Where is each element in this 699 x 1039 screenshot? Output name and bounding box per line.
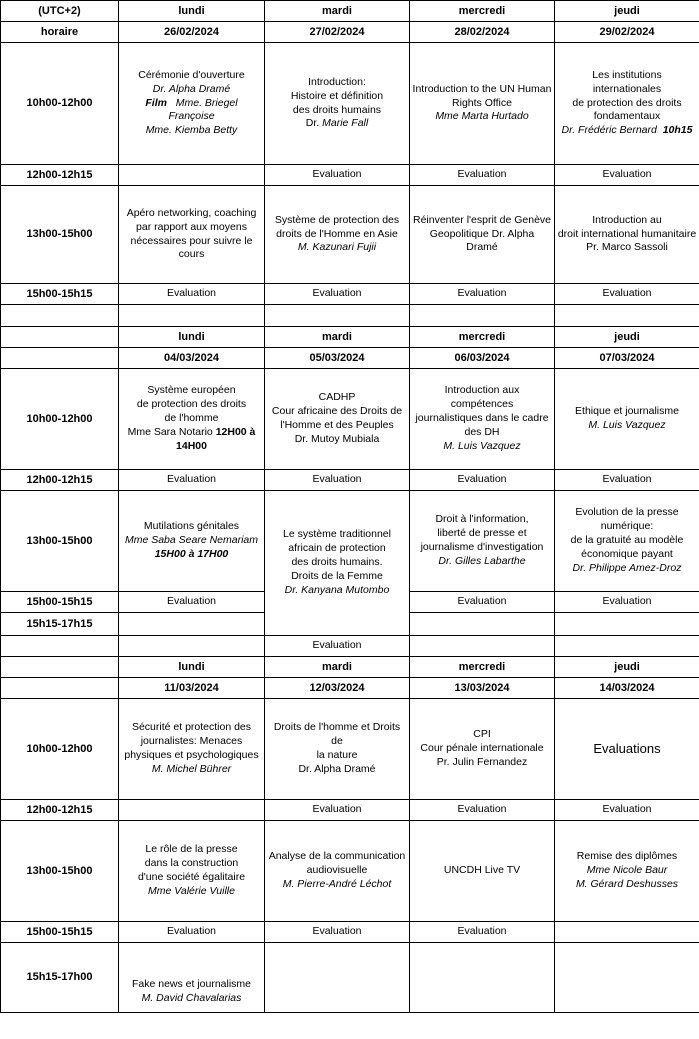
session-title: journalistiques dans le cadre: [415, 412, 549, 425]
empty-cell: [1, 348, 119, 369]
empty-cell: [555, 613, 699, 636]
session-cell: [555, 821, 699, 922]
day-header: mercredi: [410, 1, 555, 22]
session-cell: [119, 821, 265, 922]
session-cell: [119, 943, 265, 1013]
session-title: Introduction au: [592, 213, 662, 226]
session-cell: [265, 491, 410, 636]
evaluation-cell: Evaluation: [119, 922, 265, 943]
date-cell: 27/02/2024: [265, 22, 410, 43]
empty-cell: [1, 657, 119, 678]
header-row: [1, 327, 699, 348]
evaluation-cell: Evaluation: [265, 800, 410, 821]
session-title: l'Homme et des Peuples: [280, 419, 394, 431]
session-title: Histoire et définition: [290, 89, 384, 102]
speaker: Mme. Briegel Françoise: [168, 96, 238, 123]
session-cell: UNCDH Live TV: [410, 821, 555, 922]
session-title: Evolution de la presse: [575, 506, 679, 519]
session-title: Sécurité et protection des: [131, 721, 252, 734]
session-title: Système européen: [147, 384, 236, 397]
empty-cell: [119, 613, 265, 636]
slot-row: [1, 800, 699, 821]
session-title: Le système traditionnel: [283, 528, 391, 541]
speaker: M. Michel Bührer: [151, 762, 232, 775]
speaker: Mme Valérie Vuille: [148, 884, 235, 897]
time-slot: 15h15-17h00: [1, 943, 119, 1013]
evaluation-cell: Evaluation: [119, 592, 265, 613]
slot-row: [1, 491, 699, 592]
session-title: Introduction:: [308, 75, 366, 88]
session-cell: [119, 369, 265, 470]
date-cell: 28/02/2024: [410, 22, 555, 43]
evaluation-cell: Evaluation: [410, 922, 555, 943]
date-cell: 05/03/2024: [265, 348, 410, 369]
session-title: Dramé: [466, 241, 498, 254]
evaluation-cell: Evaluation: [555, 165, 699, 186]
date-cell: 07/03/2024: [555, 348, 699, 369]
date-cell: 26/02/2024: [119, 22, 265, 43]
slot-row: [1, 943, 699, 1013]
session-title: des droits humains.: [291, 556, 383, 569]
speaker: M. Luis Vazquez: [588, 419, 666, 431]
slot-row: [1, 186, 699, 284]
date-cell: 11/03/2024: [119, 678, 265, 699]
session-cell: [119, 43, 265, 165]
speaker: M. Kazunari Fujii: [297, 241, 377, 254]
slot-row: [1, 821, 699, 922]
slot-row: [1, 636, 699, 657]
session-cell: [265, 186, 410, 284]
slot-row: [1, 165, 699, 186]
speaker: Dr. Kanyana Mutombo: [284, 583, 390, 596]
speaker: M. Luis Vazquez: [443, 439, 521, 452]
session-title: la nature: [316, 749, 358, 761]
session-cell: [410, 43, 555, 165]
speaker: Dr. Mutoy Mubiala: [294, 432, 380, 445]
slot-row: [1, 470, 699, 491]
session-title: physiques et psychologiques: [124, 749, 259, 761]
session-title: journalisme d'investigation: [420, 541, 544, 553]
day-header: mardi: [265, 1, 410, 22]
session-cell: [265, 821, 410, 922]
session-title: audiovisuelle: [306, 864, 368, 877]
speaker: Pr. Marco Sassoli: [586, 241, 668, 254]
session-title: CADHP: [318, 391, 356, 404]
empty-cell: [555, 636, 699, 657]
slot-row: [1, 43, 699, 165]
session-title: dans la construction: [144, 857, 239, 870]
evaluation-cell: Evaluation: [410, 165, 555, 186]
session-cell: [410, 699, 555, 800]
speaker: Dr. Alpha Dramé: [152, 82, 231, 95]
session-title: des droits humains: [292, 103, 382, 116]
evaluation-cell: Evaluation: [555, 592, 699, 613]
empty-cell: [265, 943, 410, 1013]
day-header: lundi: [119, 657, 265, 678]
session-title: par rapport aux moyens: [136, 220, 247, 233]
session-title: Cour africaine des Droits de: [271, 405, 403, 418]
day-header: mercredi: [410, 657, 555, 678]
session-title: liberté de presse et: [437, 527, 527, 540]
speaker: M. Pierre-André Léchot: [282, 877, 392, 890]
day-header: lundi: [119, 327, 265, 348]
session-cell: [265, 699, 410, 800]
session-title: droits de l'Homme en Asie: [276, 227, 398, 240]
speaker: Dr. Alpha Dramé: [298, 762, 376, 775]
session-title: Ethique et journalisme: [575, 405, 679, 418]
day-header: mardi: [265, 657, 410, 678]
timezone-label: (UTC+2): [1, 1, 119, 22]
date-row: [1, 678, 699, 699]
speaker: Pr. Julin Fernandez: [436, 755, 528, 768]
speaker: Mme. Kiemba Betty: [145, 124, 238, 137]
empty-cell: [555, 922, 699, 943]
empty-cell: [1, 678, 119, 699]
session-title: Cour pénale internationale: [420, 742, 544, 755]
evaluation-cell: Evaluation: [265, 636, 410, 657]
date-cell: 29/02/2024: [555, 22, 699, 43]
session-cell: [555, 186, 699, 284]
session-title: Les institutions internationales: [592, 68, 662, 95]
speaker: Dr. Gilles Labarthe: [438, 554, 526, 567]
session-title: fondamentaux: [593, 110, 661, 123]
time-note: 15H00 à 17H00: [154, 547, 229, 560]
empty-cell: [1, 305, 119, 327]
session-title: économique payant: [581, 547, 673, 560]
evaluation-cell: Evaluation: [555, 800, 699, 821]
time-note: 12H00 à: [215, 425, 256, 438]
session-title: Rights Office: [452, 96, 512, 109]
session-title: Le rôle de la presse: [145, 843, 238, 856]
evaluation-cell: Evaluation: [410, 284, 555, 305]
empty-cell: [1, 636, 119, 657]
session-title: d'une société égalitaire: [137, 871, 246, 883]
time-slot: 15h15-17h15: [1, 613, 119, 636]
speaker: Mme Sara Notario: [127, 425, 213, 438]
session-cell: [119, 699, 265, 800]
empty-cell: [555, 305, 699, 327]
session-title: Système de protection des: [274, 213, 400, 226]
empty-cell: [119, 800, 265, 821]
empty-cell: [119, 636, 265, 657]
session-cell: [555, 43, 699, 165]
day-header: jeudi: [555, 657, 699, 678]
day-header: jeudi: [555, 1, 699, 22]
session-cell: [555, 369, 699, 470]
session-title: Apéro networking, coaching: [126, 206, 257, 219]
time-slot: 10h00-12h00: [1, 43, 119, 165]
session-cell: [119, 186, 265, 284]
time-slot: 12h00-12h15: [1, 165, 119, 186]
session-title: Droits de l'homme et Droits de: [273, 721, 401, 748]
evaluation-cell: Evaluation: [265, 165, 410, 186]
time-slot: 13h00-15h00: [1, 821, 119, 922]
empty-cell: [555, 943, 699, 1013]
evaluation-cell: Evaluation: [119, 284, 265, 305]
time-slot: 12h00-12h15: [1, 470, 119, 491]
session-title: Cérémonie d'ouverture: [138, 68, 245, 81]
time-slot: 15h00-15h15: [1, 284, 119, 305]
session-cell: [119, 491, 265, 592]
evaluation-cell: Evaluation: [265, 470, 410, 491]
session-title: Introduction aux compétences: [444, 384, 520, 411]
session-cell: [265, 43, 410, 165]
session-title: Réinventer l'esprit de Genève: [413, 213, 551, 226]
evaluation-cell: Evaluation: [555, 284, 699, 305]
speaker-prefix: Dr.: [305, 117, 323, 130]
session-title: droit international humanitaire: [557, 227, 697, 240]
evaluation-cell: Evaluation: [410, 800, 555, 821]
session-title: CPI: [473, 728, 491, 741]
date-cell: 06/03/2024: [410, 348, 555, 369]
session-title: de la gratuité au modèle: [570, 534, 684, 547]
evaluations-cell: Evaluations: [555, 699, 699, 800]
time-slot: 10h00-12h00: [1, 699, 119, 800]
day-header: jeudi: [555, 327, 699, 348]
session-title: Geopolitique Dr. Alpha: [429, 227, 535, 240]
date-row: [1, 348, 699, 369]
session-title: Introduction to the UN Human: [412, 82, 552, 95]
film-label: Film: [145, 96, 167, 109]
time-slot: 10h00-12h00: [1, 369, 119, 470]
session-title: nécessaires pour suivre le: [130, 234, 253, 247]
empty-cell: [410, 305, 555, 327]
session-title: africain de protection: [288, 542, 386, 555]
empty-cell: [410, 943, 555, 1013]
speaker: Mme Marta Hurtado: [435, 110, 529, 123]
day-header: mardi: [265, 327, 410, 348]
evaluation-cell: Evaluation: [410, 470, 555, 491]
session-cell: [555, 491, 699, 592]
time-slot: 15h00-15h15: [1, 592, 119, 613]
empty-cell: [119, 165, 265, 186]
session-title: journalistes: Menaces: [140, 735, 243, 748]
session-title: Remise des diplômes: [576, 850, 678, 863]
evaluation-cell: Evaluation: [265, 284, 410, 305]
session-title: Droits de la Femme: [291, 569, 383, 582]
evaluation-cell: Evaluation: [410, 592, 555, 613]
date-cell: 12/03/2024: [265, 678, 410, 699]
date-cell: 13/03/2024: [410, 678, 555, 699]
day-header: mercredi: [410, 327, 555, 348]
evaluation-cell: Evaluation: [119, 470, 265, 491]
session-title: Analyse de la communication: [268, 850, 406, 863]
session-title: de protection des droits: [572, 96, 682, 109]
date-cell: 04/03/2024: [119, 348, 265, 369]
slot-row: [1, 284, 699, 305]
speaker: Mme Nicole Baur: [586, 864, 668, 877]
date-cell: 14/03/2024: [555, 678, 699, 699]
date-row: [1, 22, 699, 43]
session-title: numérique:: [600, 520, 654, 533]
session-cell: [410, 369, 555, 470]
day-header: lundi: [119, 1, 265, 22]
session-title: des DH: [464, 425, 500, 438]
session-cell: [410, 491, 555, 592]
speaker: M. David Chavalarias: [141, 992, 242, 1005]
evaluation-cell: Evaluation: [265, 922, 410, 943]
session-title: Mutilations génitales: [143, 520, 240, 533]
session-title: Droit à l'information,: [435, 513, 529, 526]
session-title: de l'homme: [164, 412, 219, 425]
time-slot: 12h00-12h15: [1, 800, 119, 821]
session-title: de protection des droits: [136, 398, 247, 411]
speaker: Dr. Philippe Amez-Droz: [572, 561, 682, 574]
time-note: 14H00: [176, 439, 207, 452]
header-row: [1, 1, 699, 22]
empty-cell: [410, 613, 555, 636]
speaker: Dr. Frédéric Bernard: [561, 124, 657, 137]
empty-cell: [1, 327, 119, 348]
empty-cell: [119, 305, 265, 327]
session-title: cours: [178, 248, 205, 261]
session-cell: [265, 369, 410, 470]
empty-cell: [410, 636, 555, 657]
session-cell: [410, 186, 555, 284]
slot-row: [1, 699, 699, 800]
time-slot: 13h00-15h00: [1, 491, 119, 592]
session-title: Fake news et journalisme: [131, 978, 252, 991]
header-row: [1, 657, 699, 678]
time-slot: 13h00-15h00: [1, 186, 119, 284]
spacer-row: [1, 305, 699, 327]
empty-cell: [265, 305, 410, 327]
horaire-label: horaire: [1, 22, 119, 43]
evaluation-cell: Evaluation: [555, 470, 699, 491]
speaker: Mme Saba Seare Nemariam: [124, 534, 259, 547]
speaker: Marie Fall: [322, 117, 369, 130]
time-note: 10h15: [662, 124, 693, 137]
slot-row: [1, 922, 699, 943]
slot-row: [1, 369, 699, 470]
speaker: M. Gérard Deshusses: [575, 877, 679, 890]
time-slot: 15h00-15h15: [1, 922, 119, 943]
